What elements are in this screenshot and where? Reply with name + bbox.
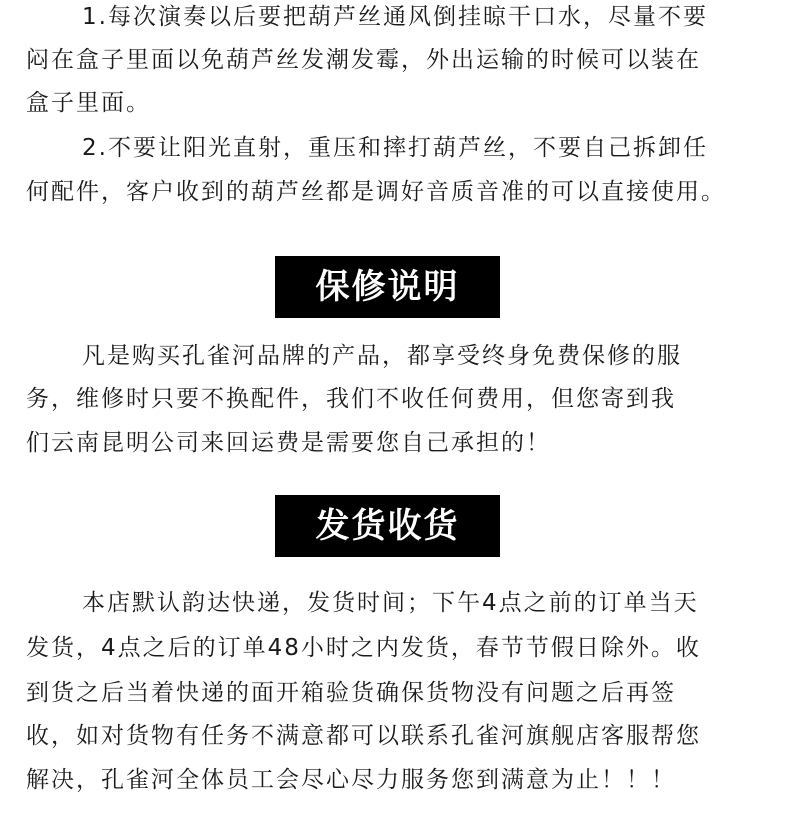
- shipping-line-4: 收，如对货物有任务不满意都可以联系孔雀河旗舰店客服帮您: [26, 723, 701, 749]
- shipping-line-3: 到货之后当着快递的面开箱验货确保货物没有问题之后再签: [26, 680, 676, 706]
- shipping-heading-text: 发货收货: [315, 506, 460, 546]
- care-line-2: 闷在盒子里面以免葫芦丝发潮发霉，外出运输的时候可以装在: [26, 47, 701, 73]
- care-line-1: 1.每次演奏以后要把葫芦丝通风倒挂晾干口水，尽量不要: [82, 4, 708, 30]
- shipping-line-2: 发货，4点之后的订单48小时之内发货，春节节假日除外。收: [26, 635, 701, 661]
- warranty-line-1: 凡是购买孔雀河品牌的产品，都享受终身免费保修的服: [82, 343, 682, 369]
- shipping-line-1: 本店默认韵达快递，发货时间；下午4点之前的订单当天: [82, 590, 699, 616]
- care-line-3: 盒子里面。: [26, 90, 151, 116]
- warranty-heading: [275, 256, 500, 318]
- warranty-heading-text: 保修说明: [315, 267, 460, 307]
- shipping-line-5: 解决，孔雀河全体员工会尽心尽力服务您到满意为止！！！: [26, 767, 676, 793]
- care-line-5: 何配件，客户收到的葫芦丝都是调好音质音准的可以直接使用。: [26, 179, 726, 205]
- shipping-heading: [275, 495, 500, 557]
- warranty-line-2: 务，维修时只要不换配件，我们不收任何费用，但您寄到我: [26, 386, 676, 412]
- warranty-line-3: 们云南昆明公司来回运费是需要您自己承担的！: [26, 430, 551, 456]
- care-line-4: 2.不要让阳光直射，重压和摔打葫芦丝，不要自己拆卸任: [82, 135, 708, 161]
